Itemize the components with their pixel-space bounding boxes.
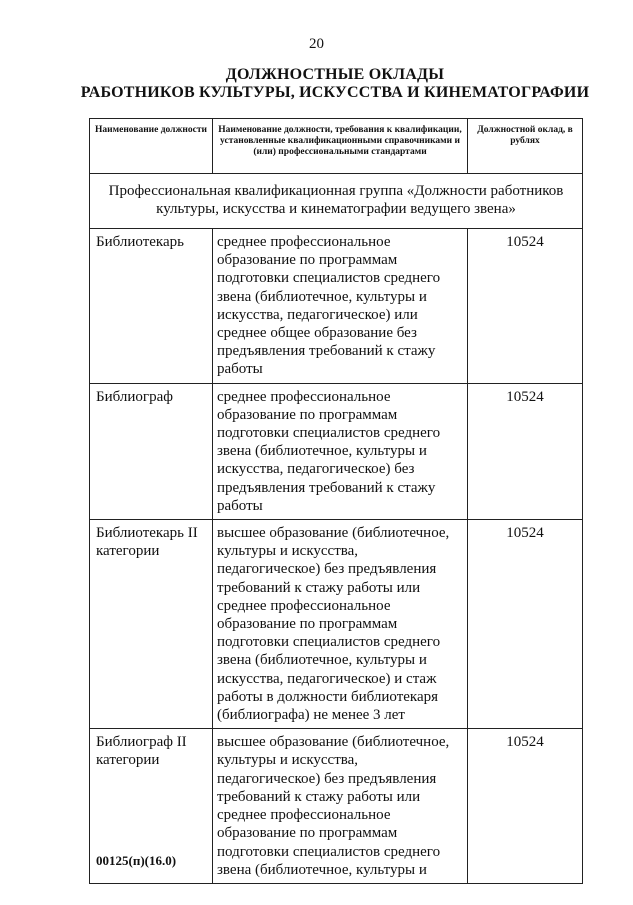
table-row [90, 520, 583, 729]
requirements-cell: среднее профессиональное образование по программам подготовки специалистов среднего звена (библиотечное, культуры и искусства, педагогическое) или среднее общее образование без предъявления требований к стажу работы [213, 229, 468, 384]
position-cell: Библиотекарь II категории [90, 520, 213, 729]
table-header-row [90, 119, 583, 174]
salary-cell: 10524 [468, 229, 583, 384]
salary-table [89, 118, 583, 884]
salary-cell: 10524 [468, 520, 583, 729]
group-row [90, 174, 583, 229]
header-position: Наименование должности [90, 119, 213, 174]
salary-cell: 10524 [468, 383, 583, 519]
header-requirements: Наименование должности, требования к квалификации, установленные квалификационными справочниками и (или) профессиональными стандартами [213, 119, 468, 174]
requirements-cell: высшее образование (библиотечное, культуры и искусства, педагогическое) без предъявления требований к стажу работы или среднее профессиональное образование по программам подготовки специалистов среднего звена (библиотечное, культуры и искусства, педагогическое) и стаж работы в должности библиотекаря (библиографа) не менее 3 лет [213, 520, 468, 729]
table-row [90, 229, 583, 384]
page-number: 20 [309, 36, 324, 52]
group-title: Профессиональная квалификационная группа «Должности работников культуры, искусства и кинематографии ведущего звена» [90, 174, 583, 229]
position-cell: Библиограф II категории [90, 729, 213, 884]
title-line-1: ДОЛЖНОСТНЫЕ ОКЛАДЫ [225, 66, 445, 83]
requirements-cell: высшее образование (библиотечное, культуры и искусства, педагогическое) без предъявления требований к стажу работы или среднее профессиональное образование по программам подготовки специалистов среднего звена (библиотечное, культуры и [213, 729, 468, 884]
table-row [90, 383, 583, 519]
header-salary: Должностной оклад, в рублях [468, 119, 583, 174]
requirements-cell: среднее профессиональное образование по программам подготовки специалистов среднего звена (библиотечное, культуры и искусства, педагогическое) без предъявления требований к стажу работы [213, 383, 468, 519]
position-cell: Библиограф [90, 383, 213, 519]
salary-cell: 10524 [468, 729, 583, 884]
title-line-2: РАБОТНИКОВ КУЛЬТУРЫ, ИСКУССТВА И КИНЕМАТОГРАФИИ [80, 84, 590, 101]
position-cell: Библиотекарь [90, 229, 213, 384]
document-title [60, 66, 610, 102]
document-code: 00125(п)(16.0) [96, 853, 177, 868]
